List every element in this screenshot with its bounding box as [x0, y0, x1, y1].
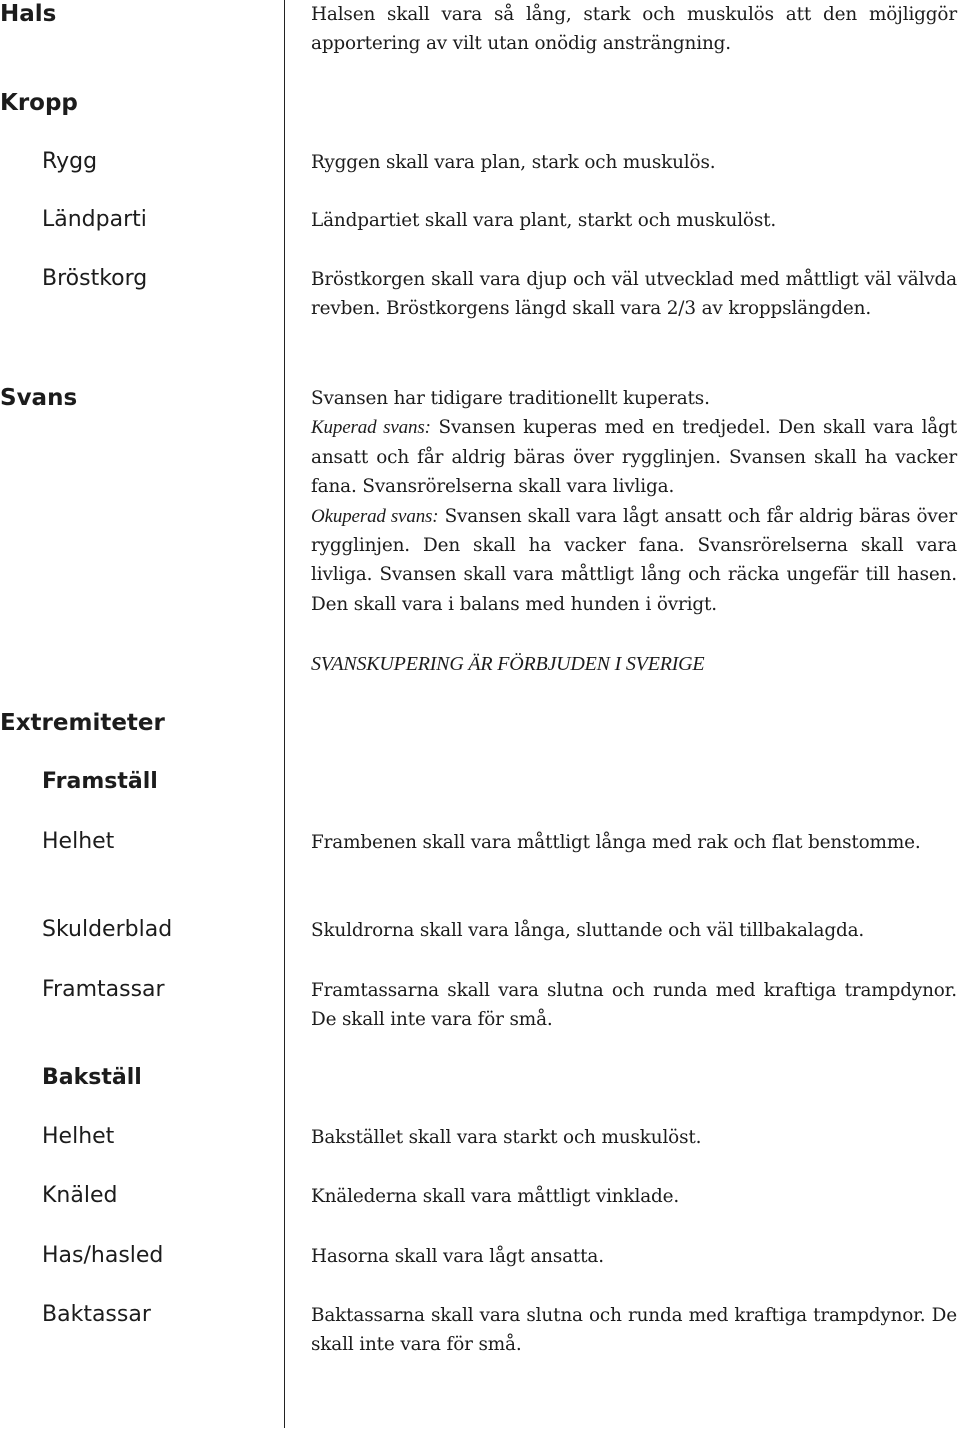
okuperad-svans-text: Svansen skall vara lågt ansatt och får aldrig bäras över rygglinjen. Den skall ha vacker fana. Svansrörelserna skall vara livliga. Svansen skall vara måttligt lång och räcka ungefär till hasen. Den skall vara i balans med hunden i övrigt. [311, 505, 958, 615]
paragraph-okuperad-svans [311, 502, 957, 620]
svanskupering-notice: SVANSKUPERING ÄR FÖRBJUDEN I SVERIGE [311, 653, 705, 675]
label-baktassar: Baktassar [42, 1302, 151, 1327]
label-bakstall-helhet: Helhet [42, 1124, 115, 1149]
paragraph-brostkorg: Bröstkorgen skall vara djup och väl utvecklad med måttligt väl välvda revben. Bröstkorgens längd skall vara 2/3 av kroppslängden. [311, 269, 957, 320]
heading-hals: Hals [0, 1, 57, 27]
kuperad-svans-label: Kuperad svans: [311, 417, 431, 439]
paragraph-skulderblad: Skuldrorna skall vara långa, sluttande och väl tillbakalagda. [311, 920, 865, 941]
paragraph-rygg: Ryggen skall vara plan, stark och muskulös. [311, 152, 716, 173]
text-framtassar [311, 976, 957, 1035]
paragraph-has-hasled: Hasorna skall vara lågt ansatta. [311, 1246, 604, 1267]
paragraph-framstall-helhet: Frambenen skall vara måttligt långa med rak och flat benstomme. [311, 832, 921, 853]
text-has-hasled [311, 1242, 957, 1271]
label-knaled: Knäled [42, 1183, 118, 1208]
label-has-hasled: Has/hasled [42, 1243, 164, 1268]
paragraph-knaled: Knälederna skall vara måttligt vinklade. [311, 1186, 680, 1207]
heading-svans: Svans [0, 385, 78, 411]
label-framtassar: Framtassar [42, 977, 165, 1002]
paragraph-kuperad-svans [311, 413, 957, 501]
paragraph-svans-intro: Svansen har tidigare traditionellt kuperats. [311, 388, 710, 409]
kuperad-svans-text: Svansen kuperas med en tredjedel. Den skall vara lågt ansatt och får aldrig bäras över rygglinjen. Svansen skall ha vacker fana. Svansrörelserna skall vara livliga. [311, 417, 957, 498]
text-knaled [311, 1182, 957, 1211]
heading-extremiteter: Extremiteter [0, 710, 165, 736]
label-framstall-helhet: Helhet [42, 829, 115, 854]
text-brostkorg [311, 265, 957, 324]
text-svans [311, 384, 957, 619]
text-bakstall-helhet [311, 1123, 957, 1152]
label-skulderblad: Skulderblad [42, 917, 173, 942]
label-rygg: Rygg [42, 149, 98, 174]
column-divider [284, 0, 285, 1428]
text-rygg [311, 148, 957, 177]
text-framstall-helhet [311, 828, 957, 857]
label-brostkorg: Bröstkorg [42, 266, 148, 291]
text-skulderblad [311, 916, 957, 945]
subheading-framstall: Framställ [42, 769, 158, 794]
text-baktassar [311, 1301, 957, 1360]
okuperad-svans-label: Okuperad svans: [311, 505, 439, 527]
text-hals [311, 0, 957, 59]
label-landparti: Ländparti [42, 207, 147, 232]
subheading-bakstall: Bakställ [42, 1065, 142, 1090]
text-landparti [311, 206, 957, 235]
heading-kropp: Kropp [0, 90, 78, 116]
paragraph-bakstall-helhet: Bakstället skall vara starkt och muskulöst. [311, 1127, 702, 1148]
paragraph-framtassar: Framtassarna skall vara slutna och runda med kraftiga trampdynor. De skall inte vara för små. [311, 980, 957, 1031]
paragraph-baktassar: Baktassarna skall vara slutna och runda med kraftiga trampdynor. De skall inte vara för små. [311, 1305, 957, 1356]
paragraph-hals: Halsen skall vara så lång, stark och muskulös att den möjliggör apportering av vilt utan onödig ansträngning. [311, 4, 957, 55]
paragraph-landparti: Ländpartiet skall vara plant, starkt och muskulöst. [311, 210, 777, 231]
